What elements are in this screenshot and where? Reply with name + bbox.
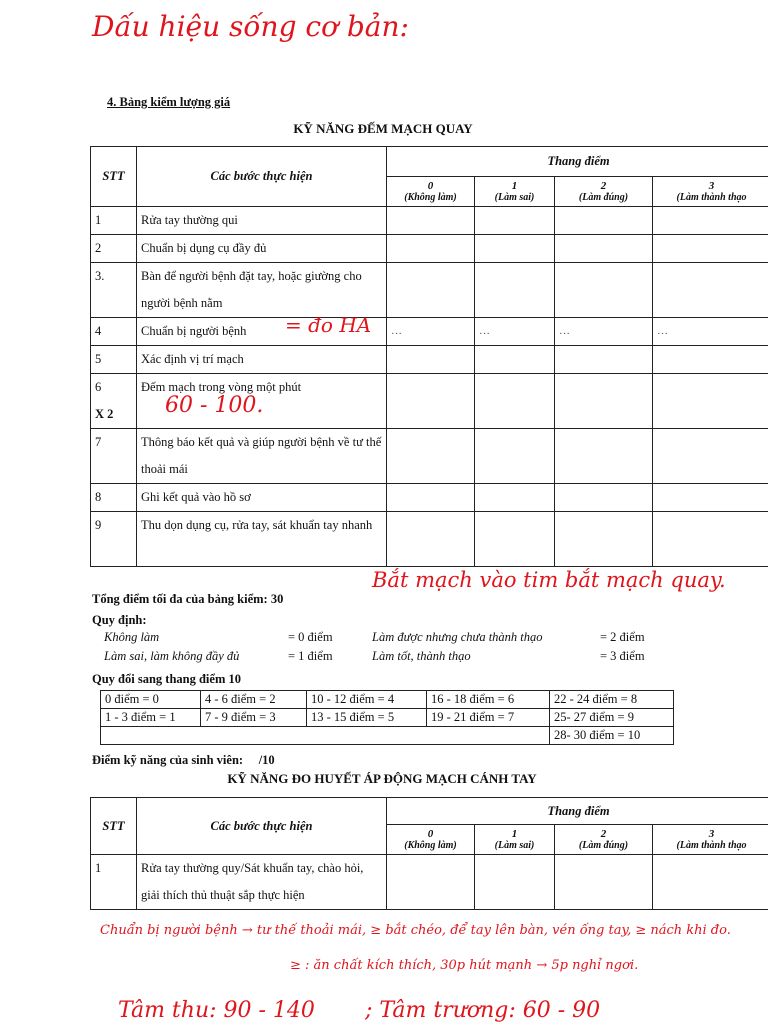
col-stt-header: STT (91, 147, 137, 207)
pulse-checklist-table (90, 146, 768, 567)
handwritten-pulse-range: 60 - 100. (165, 393, 264, 418)
max-score: Tổng điểm tối đa của bảng kiểm: 30 (92, 592, 284, 606)
scale-1: 1 (Làm sai) (475, 177, 555, 207)
table-row: 1 Rửa tay thường qui (91, 207, 768, 235)
table-row: 6 X 2 Đếm mạch trong vòng một phút (91, 374, 768, 429)
table-row: 7 Thông báo kết quả và giúp người bệnh về tư thế thoải mái (91, 429, 768, 484)
handwritten-note-bp: = đo HA (285, 313, 372, 337)
handwritten-title: Dấu hiệu sống cơ bản: (92, 10, 409, 43)
scale-2: 2 (Làm đúng) (555, 177, 653, 207)
rule-right-val-0: = 2 điểm (600, 630, 645, 644)
scale-0: 0 (Không làm) (387, 177, 475, 207)
conversion-table (100, 690, 674, 745)
bp-checklist-table (90, 797, 768, 910)
table-row: 1 - 3 điểm = 1 7 - 9 điểm = 3 13 - 15 điểm = 5 19 - 21 điểm = 7 25- 27 điểm = 9 (101, 709, 674, 727)
col-scale-header: Thang điểm (387, 798, 768, 825)
table-row: 28- 30 điểm = 10 (101, 727, 674, 745)
rule-left-val-0: = 0 điểm (288, 630, 333, 644)
col-scale-header: Thang điểm (387, 147, 768, 177)
col-stt-header: STT (91, 798, 137, 855)
handwritten-bottom-note-2: ≥ : ăn chất kích thích, 30p hút mạnh → 5p nghỉ ngơi. (290, 958, 639, 973)
table-row: 3. Bàn để người bệnh đặt tay, hoặc giường cho người bệnh nằm (91, 263, 768, 318)
col-steps-header: Các bước thực hiện (137, 798, 387, 855)
table-row: 9 Thu dọn dụng cụ, rửa tay, sát khuẩn tay nhanh (91, 512, 768, 567)
table-row: 0 điểm = 0 4 - 6 điểm = 2 10 - 12 điểm = 4 16 - 18 điểm = 6 22 - 24 điểm = 8 (101, 691, 674, 709)
table1-title: KỸ NĂNG ĐẾM MẠCH QUAY (293, 121, 473, 136)
table-row: 1 Rửa tay thường quy/Sát khuẩn tay, chào hỏi, giải thích thủ thuật sắp thực hiện (91, 855, 768, 910)
table2-title: KỸ NĂNG ĐO HUYẾT ÁP ĐỘNG MẠCH CÁNH TAY (227, 771, 537, 786)
rule-right-1: Làm tốt, thành thạo (372, 649, 471, 663)
rules-heading: Quy định: (92, 613, 147, 627)
table-row: 2 Chuẩn bị dụng cụ đầy đủ (91, 235, 768, 263)
col-steps-header: Các bước thực hiện (137, 147, 387, 207)
student-score: Điểm kỹ năng của sinh viên: /10 (92, 753, 275, 767)
handwritten-bottom-note-1: Chuẩn bị người bệnh → tư thế thoải mái, ≥ bắt chéo, để tay lên bàn, vén ống tay, ≥ nách khi đo. (100, 923, 731, 938)
conversion-heading: Quy đổi sang thang điểm 10 (92, 672, 241, 686)
scale-1: 1 (Làm sai) (475, 825, 555, 855)
table-row: 8 Ghi kết quả vào hồ sơ (91, 484, 768, 512)
handwritten-radial-note: Bắt mạch vào tim bắt mạch quay. (372, 568, 726, 592)
table-row: 4 Chuẩn bị người bệnh … … … … (91, 318, 768, 346)
scale-3: 3 (Làm thành thạo (653, 825, 768, 855)
rule-right-val-1: = 3 điểm (600, 649, 645, 663)
rule-left-val-1: = 1 điểm (288, 649, 333, 663)
rule-right-0: Làm được nhưng chưa thành thạo (372, 630, 543, 644)
handwritten-diastolic: ; Tâm trương: 60 - 90 (365, 998, 601, 1023)
section-heading: 4. Bảng kiểm lượng giá (107, 95, 231, 109)
rule-left-1: Làm sai, làm không đầy đủ (104, 649, 240, 663)
scale-0: 0 (Không làm) (387, 825, 475, 855)
table-row: 5 Xác định vị trí mạch (91, 346, 768, 374)
rule-left-0: Không làm (104, 630, 160, 644)
handwritten-systolic: Tâm thu: 90 - 140 (118, 998, 315, 1023)
scale-2: 2 (Làm đúng) (555, 825, 653, 855)
scale-3: 3 (Làm thành thạo (653, 177, 768, 207)
